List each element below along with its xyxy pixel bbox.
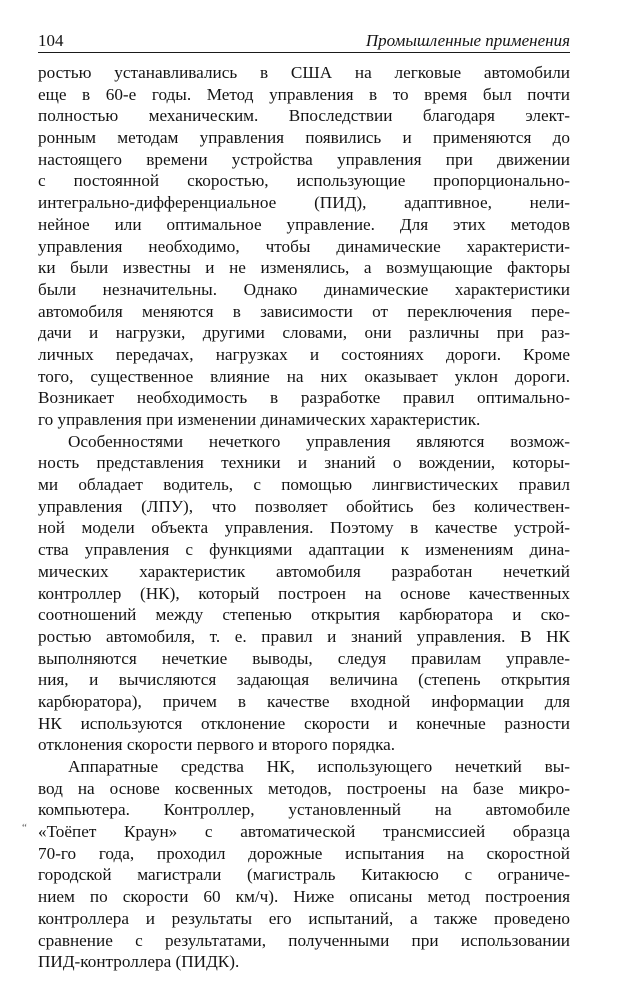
text-line: управления (ЛПУ), что позволяет обойтись без количествен- bbox=[38, 496, 570, 516]
text-line: сравнение с результатами, полученными при использовании bbox=[38, 930, 570, 950]
text-line: автомобиля меняются в зависимости от переключения пере- bbox=[38, 301, 570, 321]
text-line: ность представления техники и знаний о вождении, которы- bbox=[38, 453, 570, 473]
text-line: ронным методам управления появились и применяются до bbox=[38, 128, 570, 148]
text-line: вод на основе косвенных методов, построены на базе микро- bbox=[38, 778, 570, 798]
text-line: компьютера. Контроллер, установленный на автомобиле bbox=[38, 800, 570, 820]
page-header bbox=[38, 30, 570, 53]
text-line: соотношений между степенью открытия карбюратора и ско- bbox=[38, 605, 570, 625]
text-line: с постоянной скоростью, использующие пропорционально- bbox=[38, 171, 570, 191]
text-line: ки были известны и не изменялись, а возмущающие факторы bbox=[38, 258, 570, 278]
text-line: были незначительны. Однако динамические характеристики bbox=[38, 279, 570, 299]
text-line: «Тоёпет Краун» с автоматической трансмиссией образца bbox=[38, 822, 570, 842]
paragraph bbox=[38, 756, 570, 973]
text-line: еще в 60-е годы. Метод управления в то время был почти bbox=[38, 84, 570, 104]
text-line: Аппаратные средства НК, использующего нечеткий вы- bbox=[68, 757, 570, 776]
text-line: личных передачах, нагрузках и состояниях дороги. Кроме bbox=[38, 344, 570, 364]
text-line: ростью автомобиля, т. е. правил и знаний управления. В НК bbox=[38, 626, 570, 646]
text-line: управления необходимо, чтобы динамические характеристи- bbox=[38, 236, 570, 256]
text-line: ростью устанавливались в США на легковые автомобили bbox=[38, 63, 570, 82]
running-title: Промышленные применения bbox=[365, 31, 570, 50]
text-line: интегрально-дифференциальное (ПИД), адаптивное, нели- bbox=[38, 193, 570, 213]
text-line: мических характеристик автомобиля разработан нечеткий bbox=[38, 561, 570, 581]
text-line: нейное или оптимальное управление. Для этих методов bbox=[38, 214, 570, 234]
text-line: городской магистрали (магистраль Китакюсю с ограниче- bbox=[38, 865, 570, 885]
text-line: того, существенное влияние на них оказывает уклон дороги. bbox=[38, 366, 570, 386]
text-line: настоящего времени устройства управления при движении bbox=[38, 149, 570, 169]
text-line: го управления при изменении динамических характеристик. bbox=[38, 410, 481, 429]
text-line: НК используются отклонение скорости и конечные разности bbox=[38, 713, 570, 733]
text-line: отклонения скорости первого и второго порядка. bbox=[38, 735, 396, 755]
text-line: ния, и вычисляются задающая величина (степень открытия bbox=[38, 670, 570, 690]
text-line: ПИД-контроллера (ПИДК). bbox=[38, 952, 240, 972]
page-number: 104 bbox=[38, 31, 64, 50]
text-line: ми обладает водитель, с помощью лингвистических правил bbox=[38, 475, 570, 495]
text-line: контроллер (НК), который построен на основе качественных bbox=[38, 583, 570, 603]
text-line: 70-го года, проходил дорожные испытания на скоростной bbox=[38, 843, 570, 863]
paragraph bbox=[38, 431, 570, 756]
text-line: нием по скорости 60 км/ч). Ниже описаны метод построения bbox=[38, 887, 570, 907]
text-line: контроллера и результаты его испытаний, а также проведено bbox=[38, 908, 570, 928]
text-line: ства управления с функциями адаптации к изменениям дина- bbox=[38, 540, 570, 560]
text-line: полностью механическим. Впоследствии благодаря элект- bbox=[38, 106, 570, 126]
text-line: Особенностями нечеткого управления являются возмож- bbox=[68, 431, 570, 451]
text-line: карбюратора), причем в качестве входной информации для bbox=[38, 691, 570, 711]
body-text bbox=[38, 62, 570, 973]
text-line: дачи и нагрузки, другими словами, они различны при раз- bbox=[38, 323, 570, 343]
text-line: ной модели объекта управления. Поэтому в качестве устрой- bbox=[38, 518, 570, 538]
paragraph bbox=[38, 62, 570, 431]
text-line: Возникает необходимость в разработке правил оптимально- bbox=[38, 388, 570, 408]
text-line: выполняются нечеткие выводы, следуя правилам управле- bbox=[38, 648, 570, 668]
stray-mark: “ bbox=[22, 822, 27, 834]
